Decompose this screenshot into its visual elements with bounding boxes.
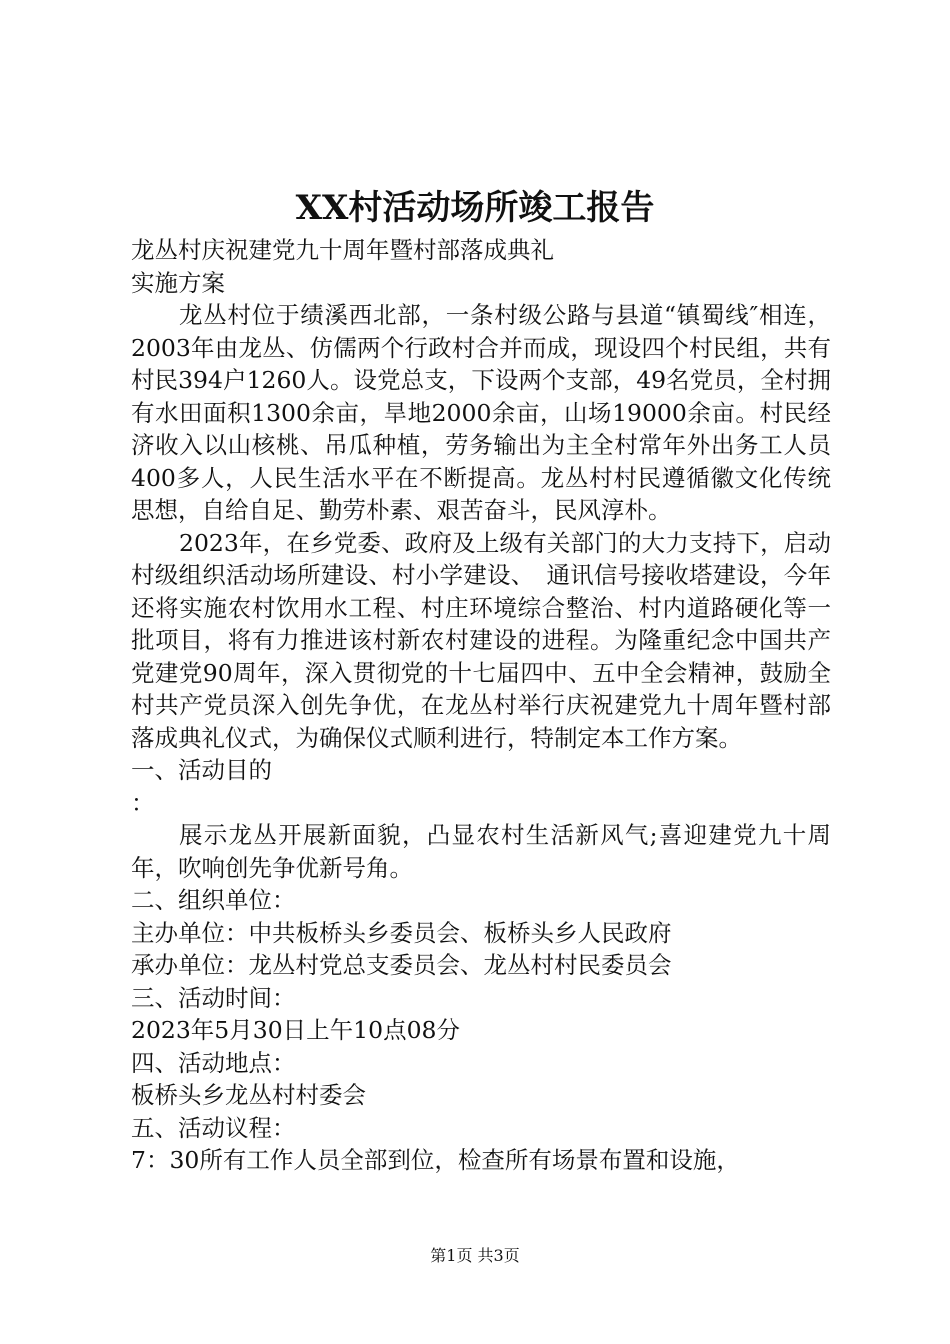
- subtitle-line-2: 实施方案: [131, 268, 225, 297]
- document-title: XX村活动场所竣工报告: [295, 188, 655, 228]
- section-1-colon: ：: [131, 788, 155, 817]
- agenda-item-1: 7：30所有工作人员全部到位，检查所有场景布置和设施，: [131, 1146, 740, 1174]
- section-4-heading: 四、活动地点：: [131, 1048, 296, 1077]
- subtitle-line-1: 龙丛村庆祝建党九十周年暨村部落成典礼: [131, 236, 554, 264]
- section-1-heading: 一、活动目的: [131, 756, 272, 784]
- organizer-unit-line: 承办单位：龙丛村党总支委员会、龙丛村村民委员会: [131, 951, 672, 979]
- event-time-line: 2023年5月30日上午10点08分: [131, 1016, 460, 1044]
- event-place-line: 板桥头乡龙丛村村委会: [131, 1081, 366, 1109]
- purpose-paragraph: 展示龙丛开展新面貌，凸显农村生活新风气;喜迎建党九十周年，吹响创先争优新号角。: [131, 821, 831, 882]
- section-5-heading: 五、活动议程：: [131, 1113, 296, 1142]
- section-2-heading: 二、组织单位：: [131, 886, 296, 914]
- page-footer: 第1页 共3页: [430, 1246, 520, 1265]
- intro-paragraph: 龙丛村位于绩溪西北部，一条村级公路与县道“镇蜀线″相连，2003年由龙丛、仿儒两个行政村合并而成，现设四个村民组，共有村民394户1260人。设党总支，下设两个支部，49名党员，全村拥有水田面积1300余亩，旱地2000余亩，山场19000余亩。村民经济收入以山核桃、吊瓜种植，劳务输出为主全村常年外出务工人员400多人，人民生活水平在不断提高。龙丛村村民遵循徽文化传统思想，自给自足、勤劳朴素、艰苦奋斗，民风淳朴。: [131, 301, 831, 524]
- document-body: [131, 234, 831, 1177]
- host-unit-line: 主办单位：中共板桥头乡委员会、板桥头乡人民政府: [131, 918, 672, 947]
- section-3-heading: 三、活动时间：: [131, 983, 296, 1012]
- background-paragraph: 2023年，在乡党委、政府及上级有关部门的大力支持下，启动村级组织活动场所建设、村小学建设、 通讯信号接收塔建设，今年还将实施农村饮用水工程、村庄环境综合整治、村内道路硬化等一批项目，将有力推进该村新农村建设的进程。为隆重纪念中国共产党建党90周年，深入贯彻党的十七届四中、五中全会精神，鼓励全村共产党员深入创先争优，在龙丛村举行庆祝建党九十周年暨村部落成典礼仪式，为确保仪式顺利进行，特制定本工作方案。: [131, 528, 831, 752]
